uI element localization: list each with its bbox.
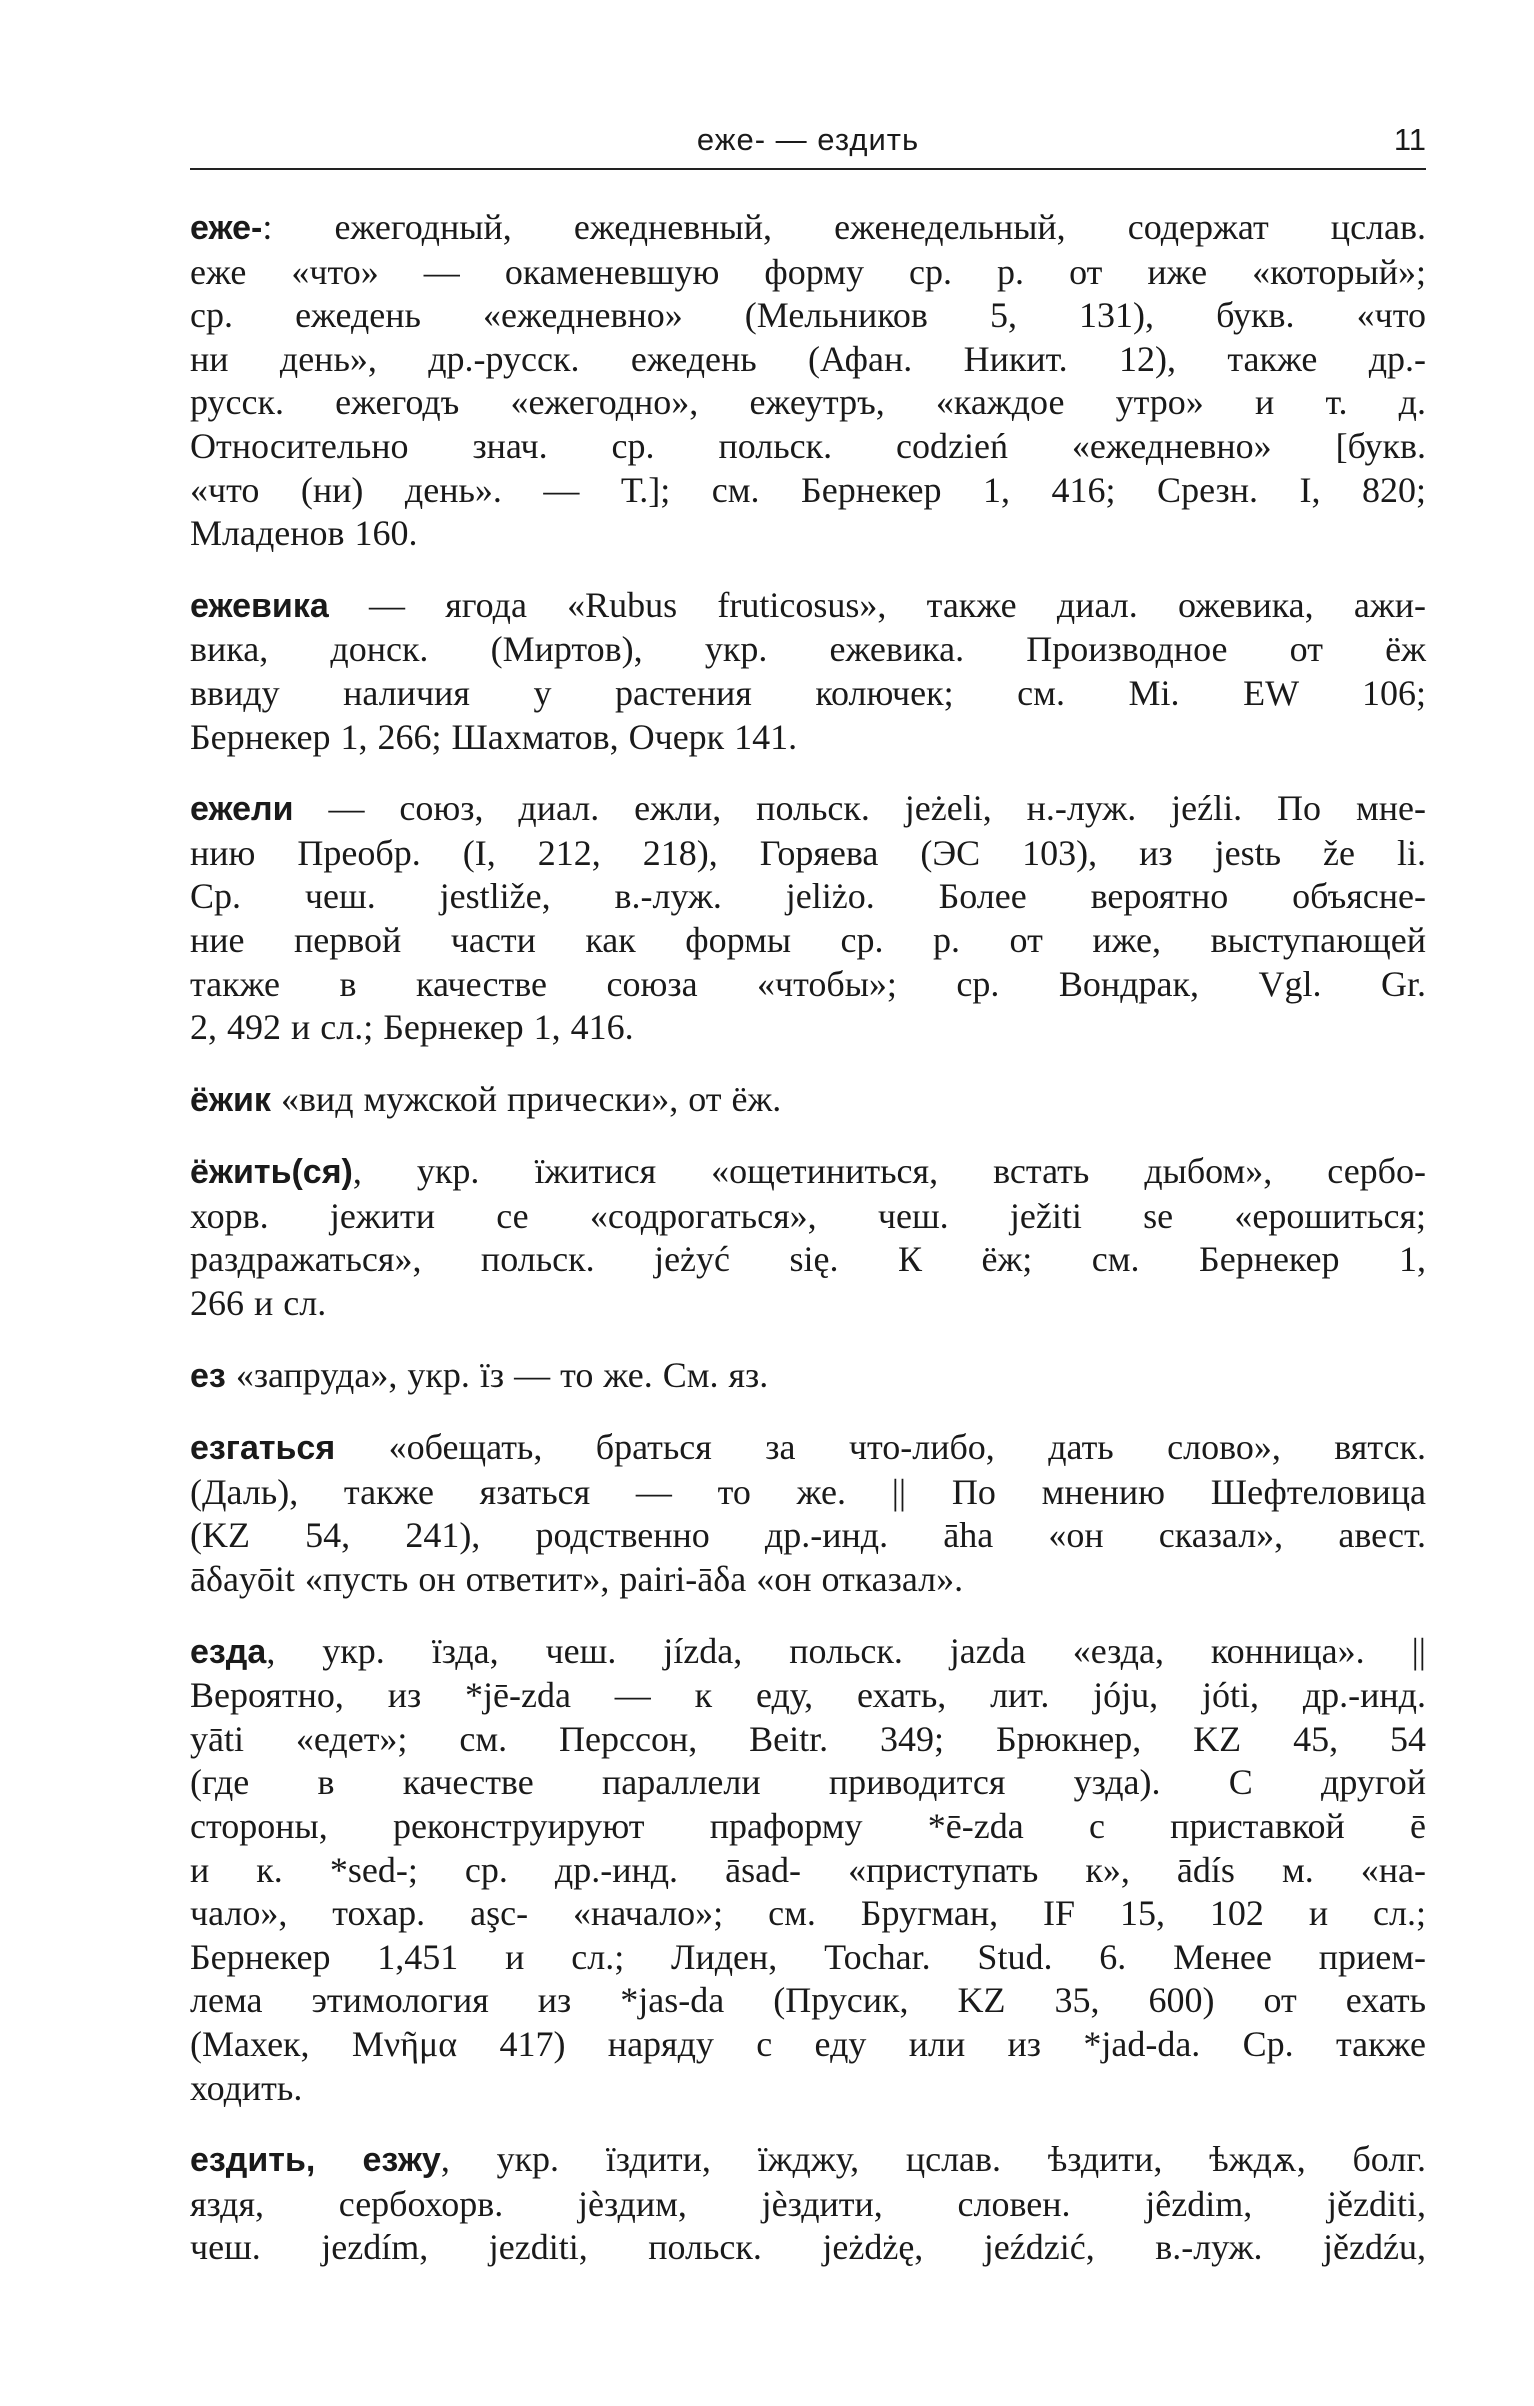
entry-line: Ср. чеш. jestliže, в.-луж. jeliżo. Более вероятно объясне- [190,876,1426,917]
entry-line: ежели — союз, диал. ежли, польск. jeżeli, н.-луж. jeźli. По мне- [190,788,1426,829]
entry-line: вика, донск. (Миртов), укр. ежевика. Производное от ёж [190,629,1426,670]
entry-line: «что (ни) день». — Т.]; см. Бернекер 1, 416; Срезн. I, 820; [190,469,1426,510]
page-number: 11 [1393,122,1426,157]
entry-line: Относительно знач. ср. польск. codzień «ежедневно» [букв. [190,425,1426,466]
entry-line: ни день», др.-русск. ежедень (Афан. Никит. 12), также др.- [190,338,1426,379]
headword: ёжик [190,1080,271,1119]
entry-line: еже «что» — окаменевшую форму ср. р. от иже «который»; [190,251,1426,292]
entry-line: ездить, езжу, укр. їздити, їжджу, цслав. ѣздити, ѣждѫ, болг. [190,2139,1426,2180]
entry-line: (KZ 54, 241), родственно др.-инд. āha «он сказал», авест. [190,1515,1426,1556]
entry-line: ез «запруда», укр. їз — то же. См. яз. [190,1354,769,1395]
entry-line: раздражаться», польск. jeżyć się. К ёж; см. Бернекер 1, [190,1239,1426,1280]
entry-line: yāti «едет»; см. Перссон, Beitr. 349; Брюкнер, KZ 45, 54 [190,1718,1426,1759]
entry-ez [190,1354,1426,1399]
running-head [190,118,1426,170]
entry-line: хорв. jежити се «содрогаться», чеш. ježiti se «ерошиться; [190,1195,1426,1236]
entry-line: езда, укр. їзда, чеш. jízda, польск. jazda «езда, конница». || [190,1630,1426,1671]
entry-ezgatsya [190,1426,1426,1601]
entry-line: 2, 492 и сл.; Бернекер 1, 416. [190,1007,634,1048]
entry-line: лема этимология из *jas-da (Прусик, KZ 35, 600) от ехать [190,1980,1426,2021]
headword: ёжить(ся) [190,1153,353,1192]
entry-line: чеш. jezdím, jezditi, польск. jeżdżę, jeździć, в.-луж. jězdźu, [190,2227,1426,2268]
entry-ezhevika [190,584,1426,759]
entry-line: 266 и сл. [190,1283,327,1324]
entry-line: чало», тохар. aşc- «начало»; см. Бругман, IF 15, 102 и сл.; [190,1893,1426,1934]
entry-line: Вероятно, из *jē-zda — к еду, ехать, лит. jóju, jóti, др.-инд. [190,1675,1426,1716]
headword: ездить, езжу [190,2141,441,2180]
entry-line: еже-: ежегодный, ежедневный, еженедельный, содержат цслав. [190,207,1426,247]
entry-line: (где в качестве параллели приводится узда). С другой [190,1762,1426,1803]
headword: ез [190,1356,226,1395]
entry-line: (Даль), также язаться — то же. || По мнению Шефтеловица [190,1471,1426,1512]
entry-yozhitsya [190,1150,1426,1325]
entry-line: ввиду наличия у растения колючек; см. Mi. EW 106; [190,672,1426,713]
entry-line: ёжик «вид мужской прически», от ёж. [190,1078,782,1119]
entry-line: āδayōit «пусть он ответит», pairi-āδa «он отказал». [190,1559,964,1600]
entry-line: и к. *sed-; ср. др.-инд. āsad- «приступать к», ādís м. «на- [190,1849,1426,1890]
entry-line: яздя, сербохорв. jèздим, jèздити, словен. jêzdim, jězditi, [190,2183,1426,2224]
entry-ezdit [190,2138,1426,2270]
running-title: еже- — ездить [696,122,920,157]
entry-line: Бернекер 1,451 и сл.; Лиден, Tochar. Stud. 6. Менее прием- [190,1936,1426,1977]
entry-ezhe [190,206,1426,556]
headword: езда [190,1632,267,1671]
entry-line: Младенов 160. [190,513,418,554]
entry-line: ёжить(ся), укр. їжитися «ощетиниться, встать дыбом», сербо- [190,1151,1426,1192]
entry-line: нию Преобр. (I, 212, 218), Горяева (ЭС 103), из jestь že li. [190,832,1426,873]
entry-line: ходить. [190,2067,303,2108]
entry-line: также в качестве союза «чтобы»; ср. Вондрак, Vgl. Gr. [190,963,1426,1004]
headword: езгаться [190,1429,336,1468]
entry-ezda [190,1630,1426,2111]
entry-line: стороны, реконструируют праформу *ē-zda с приставкой ē [190,1806,1426,1846]
headword: еже- [190,209,263,247]
entry-yozhik [190,1078,1426,1123]
headword: ежели [190,790,294,829]
entry-line: русск. ежегодъ «ежегодно», ежеутръ, «каждое утро» и т. д. [190,382,1426,423]
entry-line: (Махек, Mνῆμα 417) наряду с еду или из *jad-da. Ср. также [190,2023,1426,2064]
entry-line: Бернекер 1, 266; Шахматов, Очерк 141. [190,716,798,757]
entry-line: езгаться «обещать, браться за что-либо, дать слово», вятск. [190,1427,1426,1468]
headword: ежевика [190,586,329,625]
entry-ezheli [190,787,1426,1050]
entry-line: ежевика — ягода «Rubus fruticosus», также диал. ожевика, ажи- [190,584,1426,625]
dictionary-body [190,206,1426,2298]
entry-line: ср. ежедень «ежедневно» (Мельников 5, 131), букв. «что [190,295,1426,336]
entry-line: ние первой части как формы ср. р. от иже, выступающей [190,919,1426,960]
